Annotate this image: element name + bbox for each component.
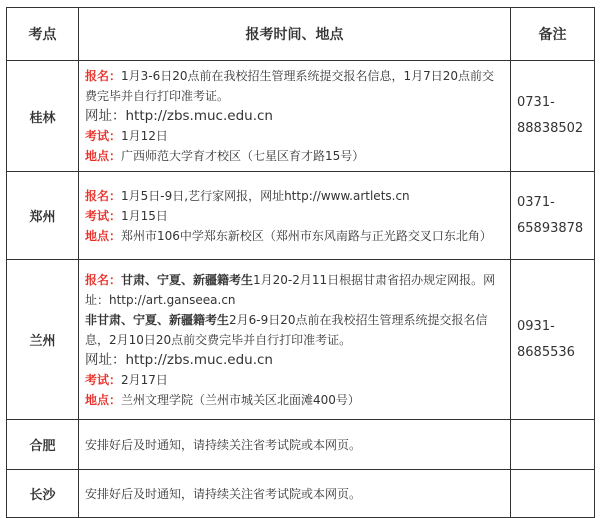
empty-note <box>511 420 595 470</box>
location-line <box>85 390 504 410</box>
schedule-detail <box>79 172 511 260</box>
location-line <box>85 146 504 166</box>
exam-date: 2月17日 <box>121 372 168 387</box>
exam-label: 考试： <box>85 129 122 143</box>
empty-note <box>511 470 595 518</box>
phone-area-code: 0731- <box>517 95 555 110</box>
header-row <box>7 8 595 61</box>
registration-text-2: 2月6-9日20点前在我校招生管理系统提交报名信息，2月10日20点前交费完毕并自行打印准考证。 <box>85 312 488 347</box>
city-name: 合肥 <box>7 420 79 470</box>
registration-label: 报名： <box>85 272 122 287</box>
header-exam-site: 考点 <box>7 8 79 61</box>
table-row <box>7 470 595 518</box>
pending-notice: 安排好后及时通知，请持续关注省考试院或本网页。 <box>79 470 511 518</box>
exam-line <box>85 370 504 390</box>
registration-line <box>85 270 504 310</box>
website-line <box>85 350 504 370</box>
header-notes: 备注 <box>511 8 595 61</box>
phone-number: 8685536 <box>517 344 575 360</box>
location-label: 地点： <box>85 228 122 243</box>
table-row <box>7 420 595 470</box>
registration-label: 报名： <box>85 188 122 203</box>
registration-group-2: 非甘肃、宁夏、新疆籍考生 <box>85 312 230 327</box>
table-row <box>7 260 595 420</box>
registration-line <box>85 66 504 106</box>
website-link[interactable]: http://zbs.muc.edu.cn <box>125 108 273 124</box>
contact-note <box>511 260 595 420</box>
table-row <box>7 61 595 172</box>
contact-note <box>511 172 595 260</box>
exam-schedule-table <box>6 7 595 518</box>
exam-line <box>85 206 504 226</box>
website-link[interactable]: http://zbs.muc.edu.cn <box>125 351 273 368</box>
registration-text: 1月20-2月11日根据甘肃省招办规定网报。网址：http://art.ganseea.cn <box>85 272 496 307</box>
location-text: 郑州市106中学郑东新校区（郑州市东风南路与正光路交叉口东北角） <box>121 228 492 243</box>
phone-area-code: 0371- <box>517 194 555 210</box>
contact-note <box>511 61 595 172</box>
location-line <box>85 226 504 246</box>
phone-number: 88838502 <box>517 121 584 136</box>
pending-notice: 安排好后及时通知，请持续关注省考试院或本网页。 <box>79 420 511 470</box>
location-text: 广西师范大学育才校区（七星区育才路15号） <box>121 149 365 163</box>
city-name: 郑州 <box>7 172 79 260</box>
header-time-location: 报考时间、地点 <box>79 8 511 61</box>
registration-line-2 <box>85 310 504 350</box>
exam-date: 1月15日 <box>121 208 168 223</box>
phone-area-code: 0931- <box>517 318 555 334</box>
registration-line <box>85 186 504 206</box>
city-name: 兰州 <box>7 260 79 420</box>
registration-text: 1月5日-9日,艺行家网报，网址http://www.artlets.cn <box>121 188 410 203</box>
schedule-detail <box>79 61 511 172</box>
location-label: 地点： <box>85 392 122 407</box>
location-text: 兰州文理学院（兰州市城关区北面滩400号） <box>121 392 360 407</box>
exam-label: 考试： <box>85 208 122 223</box>
table-row <box>7 172 595 260</box>
exam-label: 考试： <box>85 372 122 387</box>
city-name: 桂林 <box>7 61 79 172</box>
exam-date: 1月12日 <box>121 129 168 143</box>
phone-number: 65893878 <box>517 220 584 236</box>
registration-text: 1月3-6日20点前在我校招生管理系统提交报名信息，1月7日20点前交费完毕并自行打印准考证。 <box>85 69 495 103</box>
website-line <box>85 106 504 126</box>
location-label: 地点： <box>85 149 122 163</box>
website-label: 网址： <box>85 108 126 124</box>
schedule-detail <box>79 260 511 420</box>
registration-group: 甘肃、宁夏、新疆籍考生 <box>121 272 254 287</box>
registration-label: 报名： <box>85 69 122 83</box>
exam-line <box>85 126 504 146</box>
website-label: 网址： <box>85 351 126 368</box>
city-name: 长沙 <box>7 470 79 518</box>
